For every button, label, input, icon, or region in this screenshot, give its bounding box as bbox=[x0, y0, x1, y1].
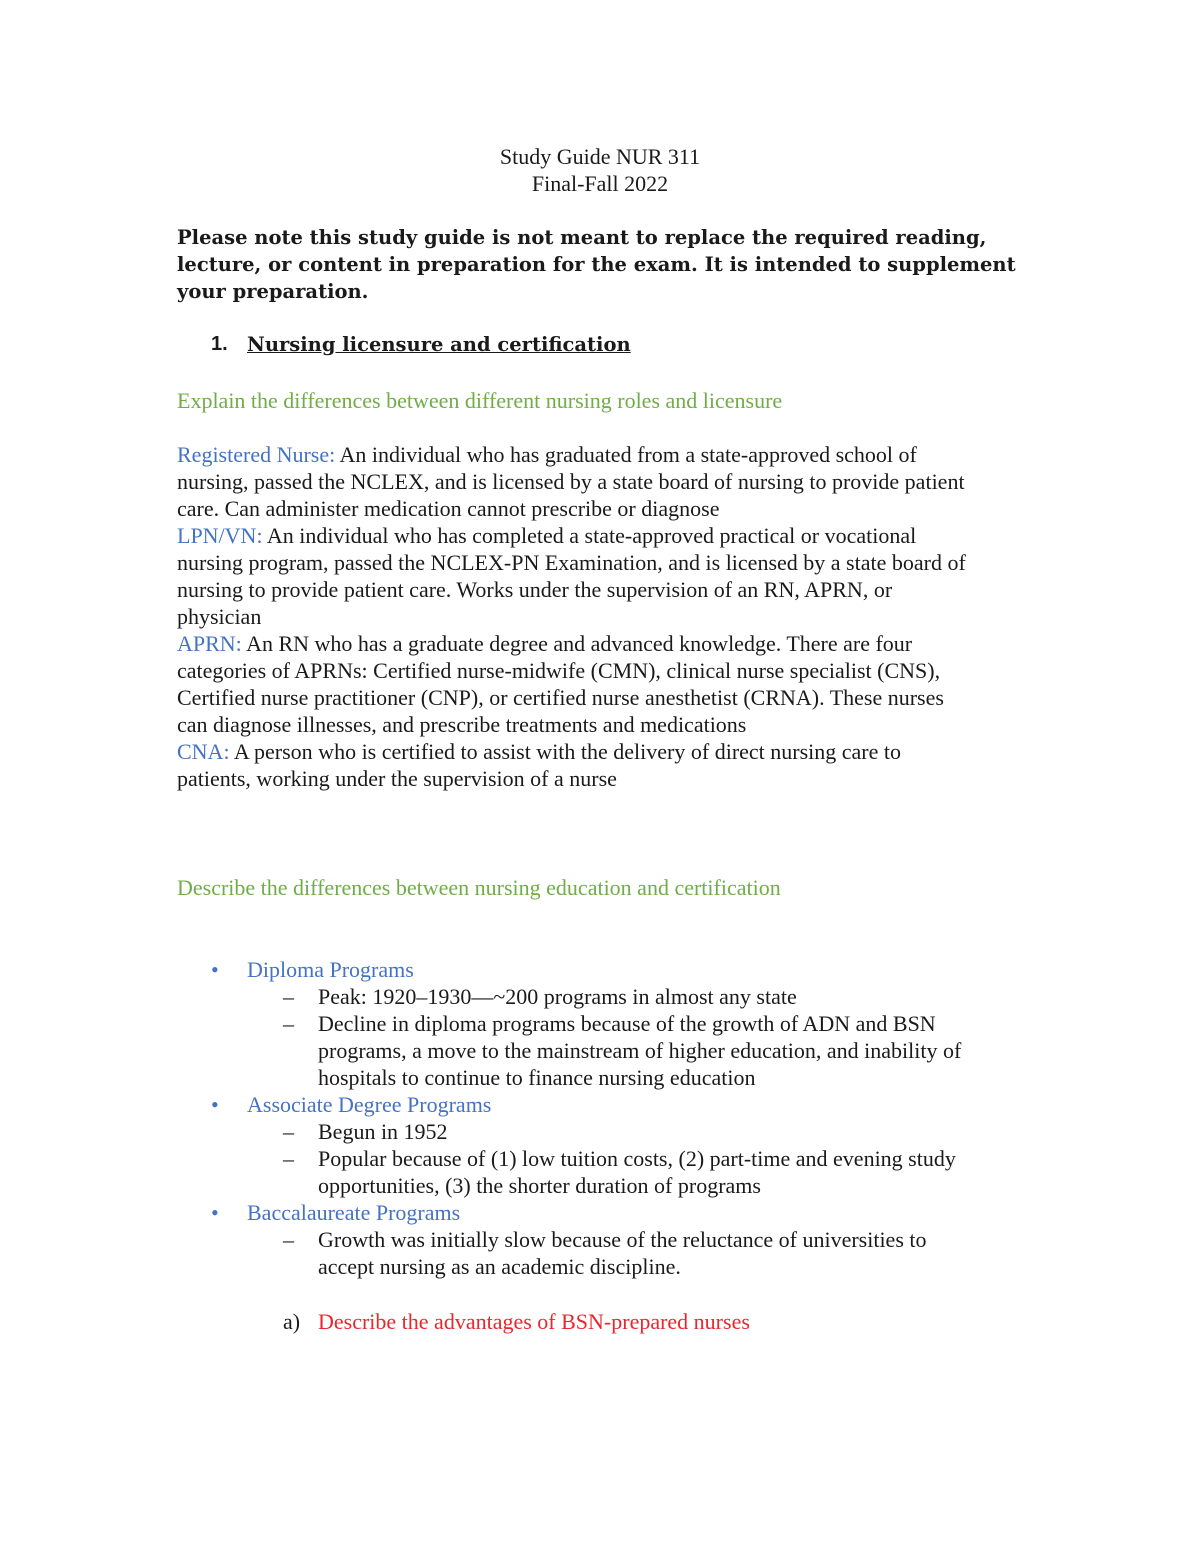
subquestion-text: Describe the advantages of BSN-prepared nurses bbox=[318, 1309, 750, 1334]
role-desc-line: care. Can administer medication cannot prescribe or diagnose bbox=[177, 496, 720, 521]
sub-point: Growth was initially slow because of the reluctance of universities to bbox=[318, 1227, 927, 1252]
role-desc-line: Certified nurse practitioner (CNP), or certified nurse anesthetist (CRNA). These nurses bbox=[177, 685, 944, 710]
list-item bbox=[0, 1145, 1200, 1172]
role-term: CNA: bbox=[177, 739, 230, 764]
role-term: Registered Nurse: bbox=[177, 442, 336, 467]
dash-icon: – bbox=[283, 1227, 294, 1252]
role-desc-line: physician bbox=[177, 604, 262, 629]
list-item bbox=[0, 1091, 1200, 1118]
bullet-icon: • bbox=[211, 957, 219, 982]
list-item bbox=[0, 956, 1200, 983]
sub-point: accept nursing as an academic discipline. bbox=[318, 1254, 681, 1279]
role-desc-line: nursing to provide patient care. Works under the supervision of an RN, APRN, or bbox=[177, 577, 893, 602]
list-item bbox=[0, 1010, 1200, 1037]
subquestion-label: a) bbox=[283, 1309, 301, 1334]
list-item bbox=[0, 1037, 1200, 1064]
list-item bbox=[0, 983, 1200, 1010]
list-item bbox=[0, 1118, 1200, 1145]
sub-point: Peak: 1920–1930—~200 programs in almost any state bbox=[318, 984, 797, 1009]
role-desc-line: A person who is certified to assist with the delivery of direct nursing care to bbox=[229, 739, 902, 764]
document-title: Study Guide NUR 311 bbox=[499, 144, 701, 169]
sub-point: Decline in diploma programs because of the growth of ADN and BSN bbox=[318, 1011, 936, 1036]
sub-point: hospitals to continue to finance nursing education bbox=[318, 1065, 756, 1090]
dash-icon: – bbox=[283, 1119, 294, 1144]
bullet-icon: • bbox=[211, 1092, 219, 1117]
role-desc-line: An individual who has graduated from a state-approved school of bbox=[335, 442, 917, 467]
bullet-icon: • bbox=[211, 1200, 219, 1225]
role-term: LPN/VN: bbox=[177, 523, 263, 548]
objective-education: Describe the differences between nursing education and certification bbox=[177, 875, 781, 900]
program-name: Baccalaureate Programs bbox=[247, 1200, 461, 1225]
dash-icon: – bbox=[283, 984, 294, 1009]
role-term: APRN: bbox=[177, 631, 242, 656]
list-item bbox=[0, 1199, 1200, 1226]
dash-icon: – bbox=[283, 1146, 294, 1171]
program-name: Diploma Programs bbox=[247, 957, 414, 982]
role-desc-line: categories of APRNs: Certified nurse-midwife (CMN), clinical nurse specialist (CNS), bbox=[177, 658, 941, 683]
list-item bbox=[0, 1172, 1200, 1199]
list-item bbox=[0, 1064, 1200, 1091]
sub-point: programs, a move to the mainstream of higher education, and inability of bbox=[318, 1038, 962, 1063]
role-registered-nurse bbox=[177, 441, 1057, 792]
list-item bbox=[0, 1253, 1200, 1280]
role-desc-line: can diagnose illnesses, and prescribe treatments and medications bbox=[177, 712, 747, 737]
document-subtitle: Final-Fall 2022 bbox=[531, 171, 669, 196]
role-desc-line: An individual who has completed a state-approved practical or vocational bbox=[262, 523, 917, 548]
section-heading: Nursing licensure and certification bbox=[247, 333, 631, 356]
role-desc-line: An RN who has a graduate degree and advanced knowledge. There are four bbox=[241, 631, 913, 656]
sub-point: Begun in 1952 bbox=[318, 1119, 448, 1144]
role-desc-line: nursing program, passed the NCLEX-PN Examination, and is licensed by a state board of bbox=[177, 550, 966, 575]
objective-roles: Explain the differences between different nursing roles and licensure bbox=[177, 388, 783, 413]
program-name: Associate Degree Programs bbox=[247, 1092, 492, 1117]
sub-point: Popular because of (1) low tuition costs, (2) part-time and evening study bbox=[318, 1146, 956, 1171]
dash-icon: – bbox=[283, 1011, 294, 1036]
programs-list bbox=[0, 956, 1200, 1280]
role-desc-line: patients, working under the supervision of a nurse bbox=[177, 766, 617, 791]
sub-point: opportunities, (3) the shorter duration of programs bbox=[318, 1173, 761, 1198]
section-number: 1. bbox=[211, 333, 228, 355]
disclaimer-note: Please note this study guide is not meant to replace the required reading, lecture, or content in preparation for the exam. It is intended to supplement your preparation. bbox=[177, 226, 1016, 303]
role-desc-line: nursing, passed the NCLEX, and is licensed by a state board of nursing to provide patient bbox=[177, 469, 965, 494]
list-item bbox=[0, 1226, 1200, 1253]
